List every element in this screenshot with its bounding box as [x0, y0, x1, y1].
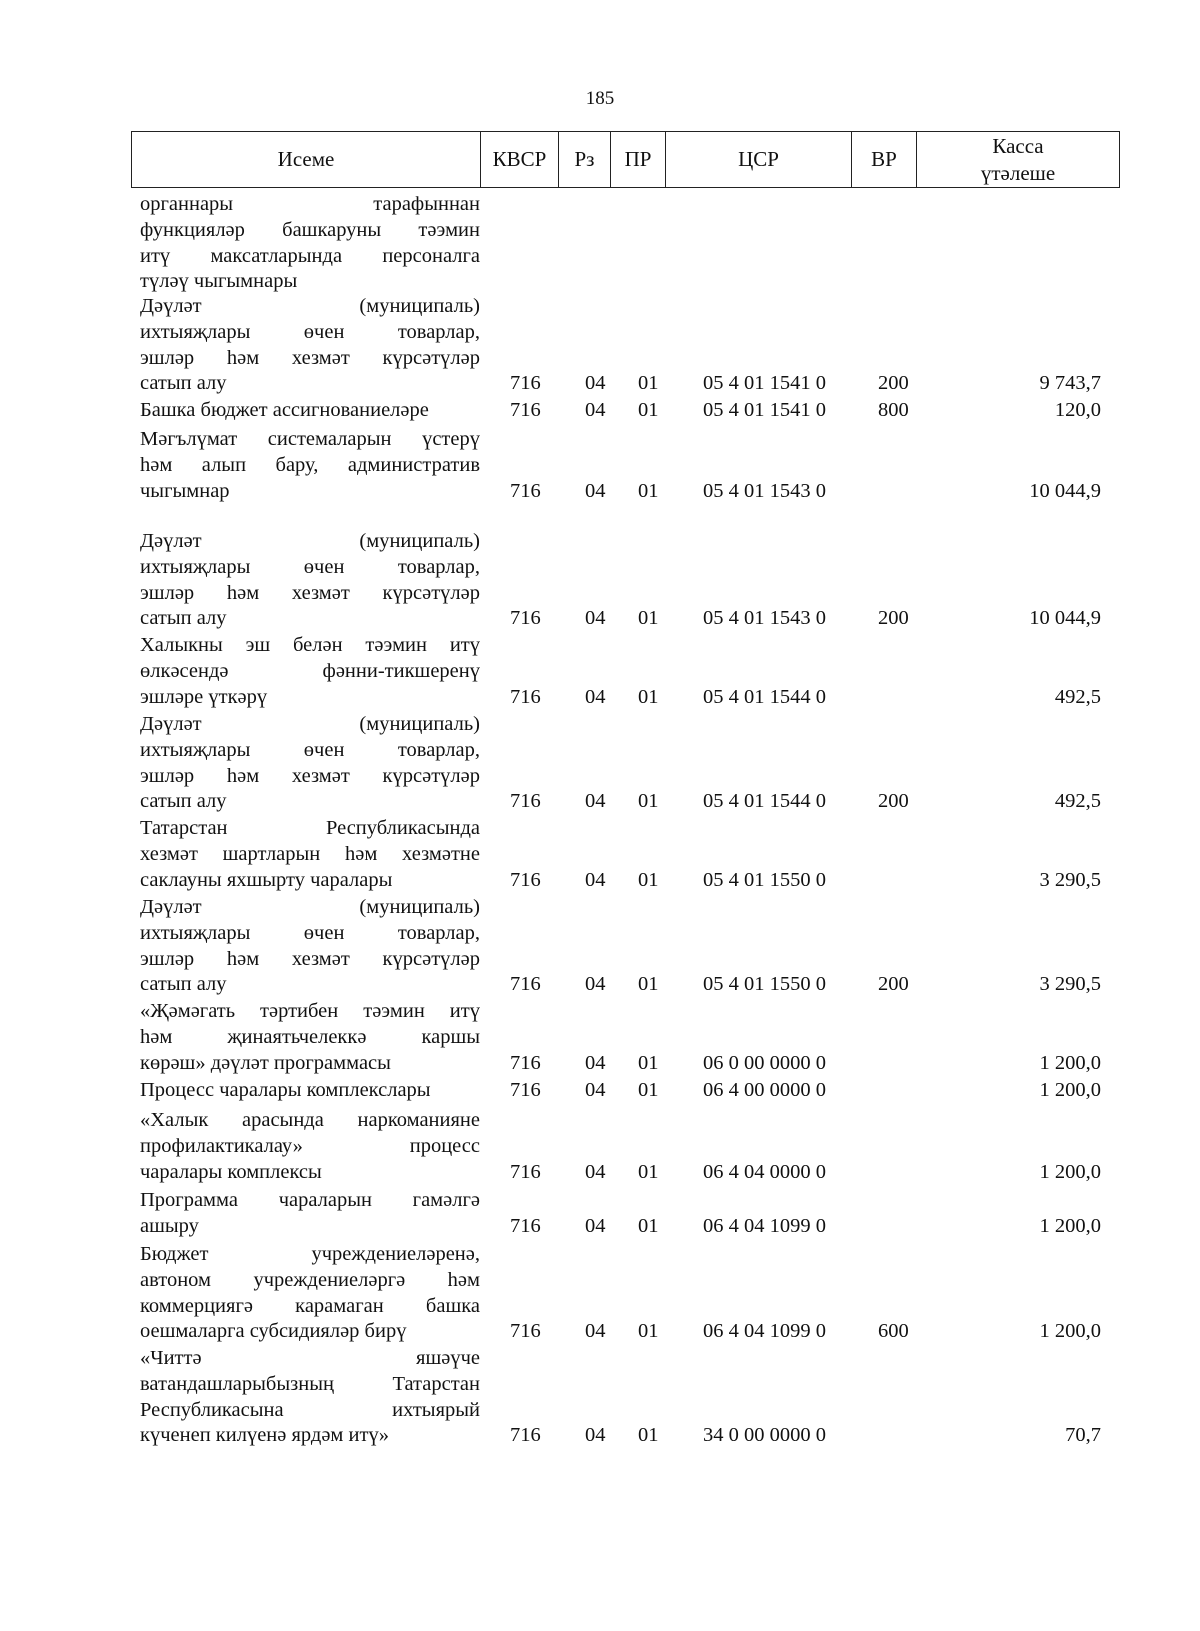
cell-rz: 04 — [585, 1160, 606, 1183]
table-row — [0, 529, 1200, 632]
table-row — [0, 1346, 1200, 1449]
cell-pr: 01 — [638, 973, 659, 996]
row-name-line: автоном учреждениеләргә һәм — [140, 1268, 480, 1291]
row-name-line: һәм алып бару, административ — [140, 453, 480, 476]
cell-rz: 04 — [585, 372, 606, 395]
cell-rz: 04 — [585, 1079, 606, 1101]
cell-rz: 04 — [585, 1214, 606, 1237]
cell-rz: 04 — [585, 1320, 606, 1343]
row-name-line: чыгымнар — [140, 479, 230, 502]
page-number: 185 — [585, 88, 615, 109]
cell-csr: 05 4 01 1543 0 — [703, 479, 826, 502]
cell-amount: 3 290,5 — [1039, 868, 1101, 891]
header-amount — [917, 132, 1119, 187]
row-name-line: эшләр һәм хезмәт күрсәтүләр — [140, 764, 480, 787]
cell-csr: 05 4 01 1544 0 — [703, 685, 826, 708]
cell-kvsr: 716 — [510, 399, 541, 421]
cell-kvsr: 716 — [510, 790, 541, 813]
cell-kvsr: 716 — [510, 1051, 541, 1074]
row-name-line: сатып алу — [140, 973, 227, 996]
row-name-line: чаралары комплексы — [140, 1160, 322, 1183]
cell-csr: 06 0 00 0000 0 — [703, 1051, 826, 1074]
row-name-line: Дәүләт (муниципаль) — [140, 530, 480, 552]
cell-pr: 01 — [638, 868, 659, 891]
cell-csr: 05 4 01 1543 0 — [703, 607, 826, 630]
cell-kvsr: 716 — [510, 1214, 541, 1237]
row-name-line: Программа чараларын гамәлгә — [140, 1189, 480, 1211]
row-name-line: итү максатларында персоналга — [140, 244, 480, 267]
cell-rz: 04 — [585, 685, 606, 708]
cell-rz: 04 — [585, 399, 606, 421]
header-vr: ВР — [852, 132, 917, 187]
cell-amount: 9 743,7 — [1039, 372, 1101, 395]
row-name-line: Дәүләт (муниципаль) — [140, 896, 480, 918]
cell-amount: 492,5 — [1054, 790, 1101, 813]
row-name-line: һәм җинаятьчелеккә каршы — [140, 1025, 480, 1048]
table-row — [0, 895, 1200, 998]
row-name-line: Бюджет учреждениеләренә, — [140, 1243, 480, 1265]
cell-vr: 200 — [878, 973, 909, 996]
cell-kvsr: 716 — [510, 479, 541, 502]
cell-csr: 05 4 01 1541 0 — [703, 372, 826, 395]
row-name-line: органнары тарафыннан — [140, 193, 480, 215]
cell-kvsr: 716 — [510, 372, 541, 395]
cell-vr: 200 — [878, 790, 909, 813]
cell-csr: 05 4 01 1550 0 — [703, 868, 826, 891]
header-amount-line1: Касса — [992, 133, 1044, 158]
table-row — [0, 999, 1200, 1076]
row-name-line: эшләр һәм хезмәт күрсәтүләр — [140, 947, 480, 970]
cell-kvsr: 716 — [510, 1160, 541, 1183]
cell-amount: 1 200,0 — [1039, 1051, 1101, 1074]
table-row — [0, 192, 1200, 295]
row-name-line: профилактикалау» процесс — [140, 1134, 480, 1157]
table-row — [0, 398, 1200, 424]
table-row — [0, 712, 1200, 815]
cell-vr: 600 — [878, 1320, 909, 1343]
cell-pr: 01 — [638, 1424, 659, 1447]
table-row — [0, 1078, 1200, 1104]
cell-csr: 05 4 01 1544 0 — [703, 790, 826, 813]
cell-kvsr: 716 — [510, 1079, 541, 1101]
cell-amount: 1 200,0 — [1039, 1214, 1101, 1237]
row-name-line: ихтыяҗлары өчен товарлар, — [140, 320, 480, 343]
header-rz: Рз — [559, 132, 611, 187]
row-name-line: ватандашларыбызның Татарстан — [140, 1372, 480, 1395]
cell-csr: 05 4 01 1541 0 — [703, 399, 826, 421]
row-name-line: саклауны яхшырту чаралары — [140, 868, 393, 891]
table-row — [0, 1108, 1200, 1185]
row-name-line: ашыру — [140, 1214, 199, 1237]
cell-pr: 01 — [638, 607, 659, 630]
table-row — [0, 294, 1200, 397]
cell-csr: 06 4 04 0000 0 — [703, 1160, 826, 1183]
cell-rz: 04 — [585, 790, 606, 813]
header-amount-line2: үтәлеше — [980, 160, 1056, 185]
row-name-line: Республикасына ихтыярый — [140, 1398, 480, 1421]
row-name-line: Мәгълүмат системаларын үстерү — [140, 428, 480, 450]
cell-pr: 01 — [638, 1079, 659, 1101]
cell-pr: 01 — [638, 372, 659, 395]
row-name-line: эшләр һәм хезмәт күрсәтүләр — [140, 346, 480, 369]
cell-rz: 04 — [585, 973, 606, 996]
row-name-line: эшләр һәм хезмәт күрсәтүләр — [140, 581, 480, 604]
cell-csr: 06 4 04 1099 0 — [703, 1320, 826, 1343]
cell-csr: 05 4 01 1550 0 — [703, 973, 826, 996]
cell-vr: 200 — [878, 372, 909, 395]
table-header — [131, 131, 1120, 188]
cell-pr: 01 — [638, 1320, 659, 1343]
row-name-line: өлкәсендә фәнни-тикшеренү — [140, 659, 480, 682]
row-name-line: Халыкны эш белән тәэмин итү — [140, 634, 480, 656]
row-name-line: сатып алу — [140, 607, 227, 630]
row-name-line: Башка бюджет ассигнованиеләре — [140, 399, 429, 421]
cell-vr: 200 — [878, 607, 909, 630]
row-name-line: сатып алу — [140, 790, 227, 813]
cell-rz: 04 — [585, 1424, 606, 1447]
row-name-line: эшләре үткәрү — [140, 685, 268, 708]
cell-kvsr: 716 — [510, 1320, 541, 1343]
cell-rz: 04 — [585, 868, 606, 891]
cell-pr: 01 — [638, 1214, 659, 1237]
table-row — [0, 1188, 1200, 1240]
cell-pr: 01 — [638, 1051, 659, 1074]
cell-amount: 492,5 — [1054, 685, 1101, 708]
row-name-line: сатып алу — [140, 372, 227, 395]
cell-amount: 120,0 — [1054, 399, 1101, 421]
cell-amount: 1 200,0 — [1039, 1160, 1101, 1183]
row-name-line: ихтыяҗлары өчен товарлар, — [140, 738, 480, 761]
row-name-line: көрәш» дәүләт программасы — [140, 1051, 391, 1074]
row-name-line: оешмаларга субсидияләр бирү — [140, 1320, 407, 1343]
table-row — [0, 427, 1200, 504]
row-name-line: Татарстан Республикасында — [140, 817, 480, 839]
cell-pr: 01 — [638, 399, 659, 421]
header-pr: ПР — [611, 132, 666, 187]
table-row — [0, 816, 1200, 893]
row-name-line: «Җәмәгать тәртибен тәэмин итү — [140, 1000, 480, 1022]
cell-csr: 06 4 00 0000 0 — [703, 1079, 826, 1101]
row-name-line: ихтыяҗлары өчен товарлар, — [140, 555, 480, 578]
cell-rz: 04 — [585, 1051, 606, 1074]
cell-kvsr: 716 — [510, 607, 541, 630]
cell-amount: 3 290,5 — [1039, 973, 1101, 996]
cell-pr: 01 — [638, 790, 659, 813]
header-csr: ЦСР — [666, 132, 852, 187]
row-name-line: күченеп килүенә ярдәм итү» — [140, 1424, 389, 1447]
cell-rz: 04 — [585, 607, 606, 630]
row-name-line: «Халык арасында наркоманияне — [140, 1109, 480, 1131]
row-name-line: ихтыяҗлары өчен товарлар, — [140, 921, 480, 944]
cell-amount: 10 044,9 — [1029, 479, 1101, 502]
row-name-line: функцияләр башкаруны тәэмин — [140, 218, 480, 241]
cell-amount: 10 044,9 — [1029, 607, 1101, 630]
header-name: Исеме — [132, 132, 481, 187]
cell-kvsr: 716 — [510, 685, 541, 708]
row-name-line: түләү чыгымнары — [140, 270, 298, 293]
cell-csr: 06 4 04 1099 0 — [703, 1214, 826, 1237]
row-name-line: «Читтә яшәүче — [140, 1347, 480, 1369]
row-name-line: Дәүләт (муниципаль) — [140, 295, 480, 317]
row-name-line: хезмәт шартларын һәм хезмәтне — [140, 842, 480, 865]
cell-amount: 70,7 — [1065, 1424, 1101, 1447]
cell-vr: 800 — [878, 399, 909, 421]
cell-pr: 01 — [638, 479, 659, 502]
header-kvsr: КВСР — [481, 132, 559, 187]
cell-kvsr: 716 — [510, 868, 541, 891]
cell-amount: 1 200,0 — [1039, 1320, 1101, 1343]
table-row — [0, 633, 1200, 710]
cell-amount: 1 200,0 — [1039, 1079, 1101, 1101]
cell-csr: 34 0 00 0000 0 — [703, 1424, 826, 1447]
cell-kvsr: 716 — [510, 1424, 541, 1447]
cell-pr: 01 — [638, 1160, 659, 1183]
cell-pr: 01 — [638, 685, 659, 708]
row-name-line: коммерциягә карамаган башка — [140, 1294, 480, 1317]
row-name-line: Дәүләт (муниципаль) — [140, 713, 480, 735]
row-name-line: Процесс чаралары комплекслары — [140, 1079, 431, 1101]
cell-kvsr: 716 — [510, 973, 541, 996]
cell-rz: 04 — [585, 479, 606, 502]
table-row — [0, 1242, 1200, 1345]
